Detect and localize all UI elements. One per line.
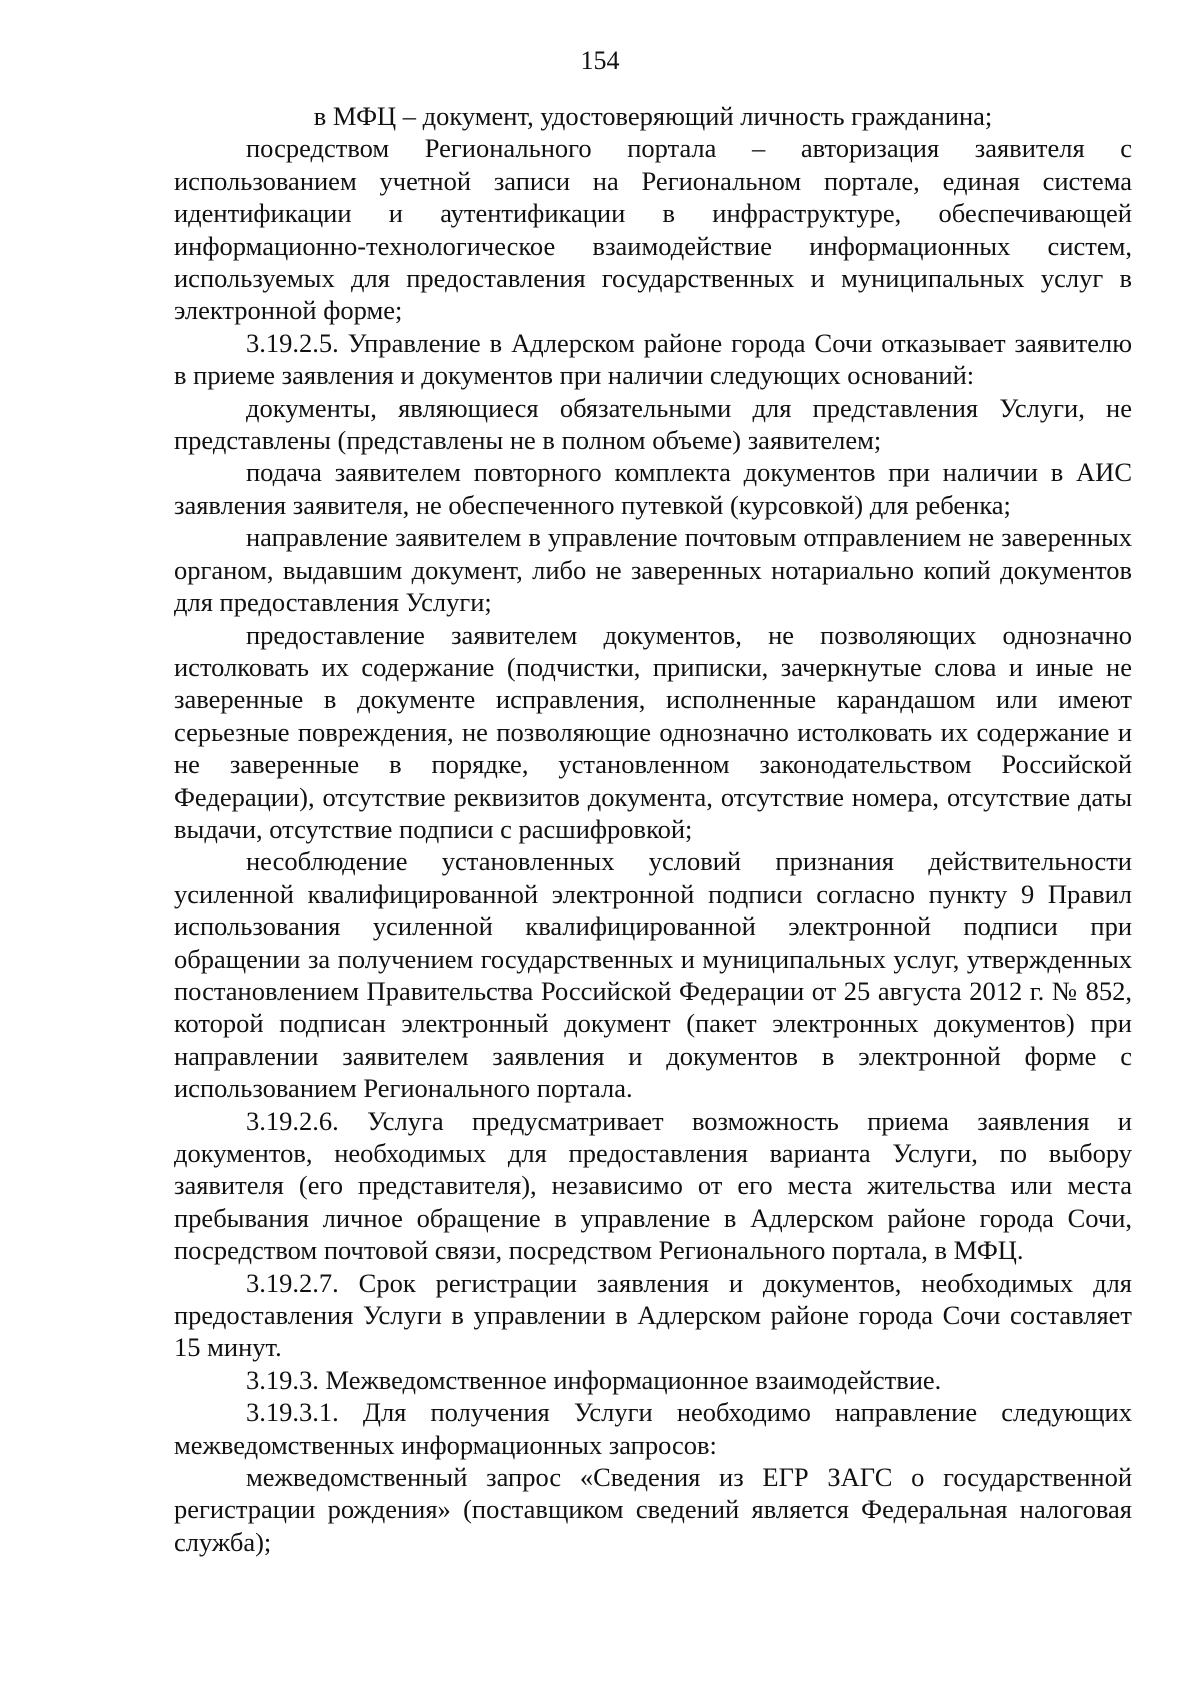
paragraph-regional-portal-auth: посредством Регионального портала – авторизация заявителя с использованием учетной записи на Региональном портале, единая система идентификации и аутентификации в инфраструктуре, обеспечивающей информационно-технологическое взаимодействие информационных систем, используемых для предоставления государственных и муниципальных услуг в электронной форме;: [174, 133, 1132, 326]
paragraph-3-19-2-6: 3.19.2.6. Услуга предусматривает возможность приема заявления и документов, необходимых для предоставления варианта Услуги, по выбору заявителя (его представителя), независимо от его места жительства или места пребывания личное обращение в управление в Адлерском районе города Сочи, посредством почтовой связи, посредством Регионального портала, в МФЦ.: [174, 1105, 1132, 1266]
paragraph-electronic-signature: несоблюдение установленных условий признания действительности усиленной квалифицированной электронной подписи согласно пункту 9 Правил использования усиленной квалифицированной электронной подписи при обращении за получением государственных и муниципальных услуг, утвержденных постановлением Правительства Российской Федерации от 25 августа 2012 г. № 852, которой подписан электронный документ (пакет электронных документов) при направлении заявителем заявления и документов в электронной форме с использованием Регионального портала.: [174, 846, 1132, 1104]
document-body: [174, 100, 1132, 1558]
paragraph-egr-zags-request: межведомственный запрос «Сведения из ЕГР ЗАГС о государственной регистрации рождения» (поставщиком сведений является Федеральная налоговая служба);: [174, 1462, 1132, 1557]
paragraph-postal-copies: направление заявителем в управление почтовым отправлением не заверенных органом, выдавшим документ, либо не заверенных нотариально копий документов для предоставления Услуги;: [174, 522, 1132, 618]
paragraph-3-19-3: 3.19.3. Межведомственное информационное взаимодействие.: [246, 1364, 942, 1395]
paragraph-repeat-application: подача заявителем повторного комплекта документов при наличии в АИС заявления заявителя, не обеспеченного путевкой (курсовкой) для ребенка;: [174, 457, 1132, 520]
paragraph-3-19-2-5: 3.19.2.5. Управление в Адлерском районе города Сочи отказывает заявителю в приеме заявления и документов при наличии следующих оснований:: [174, 327, 1132, 391]
page-number: 154: [580, 46, 620, 75]
paragraph-3-19-2-7: 3.19.2.7. Срок регистрации заявления и документов, необходимых для предоставления Услуги в управлении в Адлерском районе города Сочи составляет 15 минут.: [174, 1267, 1132, 1363]
paragraph-unreadable-documents: предоставление заявителем документов, не позволяющих однозначно истолковать их содержание (подчистки, приписки, зачеркнутые слова и иные не заверенные в документе исправления, исполненные карандашом или имеют серьезные повреждения, не позволяющие однозначно истолковать их содержание и не заверенные в порядке, установленном законодательством Российской Федерации), отсутствие реквизитов документа, отсутствие номера, отсутствие даты выдачи, отсутствие подписи с расшифровкой;: [174, 619, 1132, 844]
paragraph-documents-not-presented: документы, являющиеся обязательными для представления Услуги, не представлены (представлены не в полном объеме) заявителем;: [174, 392, 1132, 456]
paragraph-mfc-identity: в МФЦ – документ, удостоверяющий личность гражданина;: [313, 101, 993, 131]
paragraph-3-19-3-1: 3.19.3.1. Для получения Услуги необходимо направление следующих межведомственных информационных запросов:: [174, 1397, 1132, 1460]
